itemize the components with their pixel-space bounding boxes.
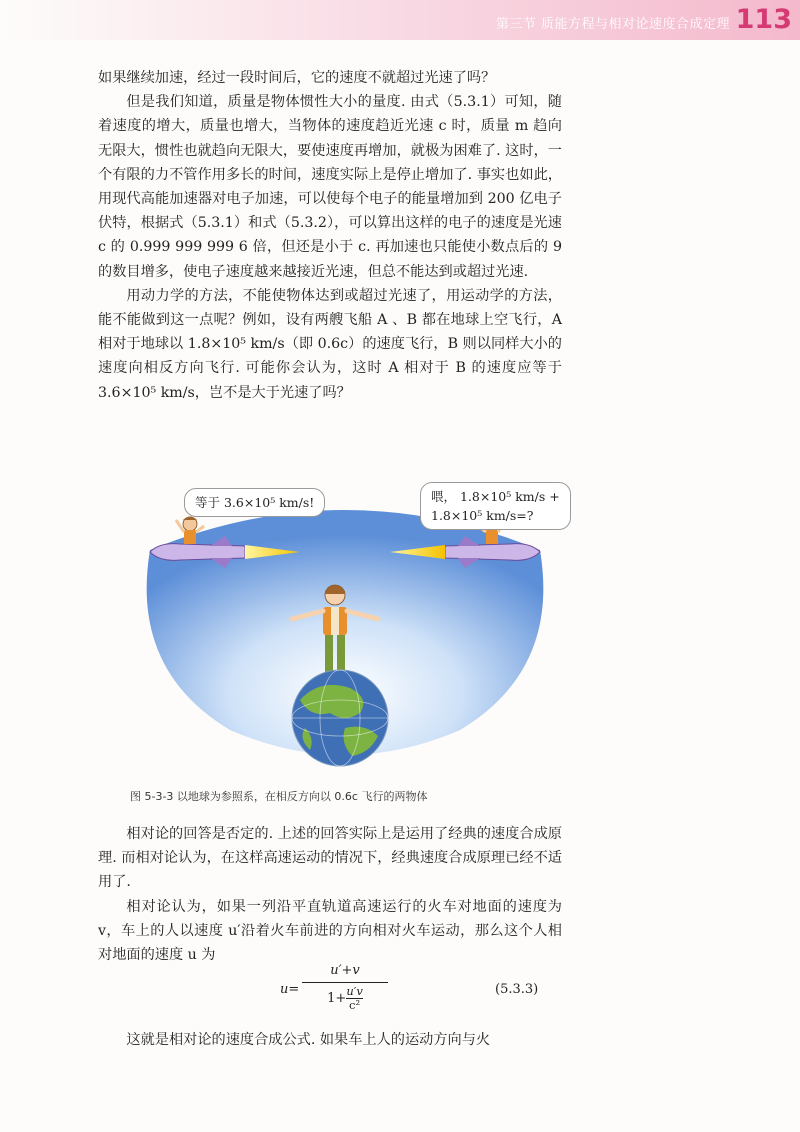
denominator-prefix: 1+ bbox=[327, 991, 347, 1006]
body-text-bottom bbox=[98, 822, 562, 967]
bubble-right-line1: 喂， 1.8×10⁵ km/s + bbox=[431, 489, 560, 504]
section-title: 第三节 质能方程与相对论速度合成定理 bbox=[495, 17, 730, 32]
bubble-right-line2: 1.8×10⁵ km/s=? bbox=[431, 508, 534, 523]
formula-denominator bbox=[302, 985, 388, 1012]
formula-numerator: u′+v bbox=[330, 963, 360, 978]
figure-illustration bbox=[130, 480, 560, 780]
paragraph: 如果继续加速，经过一段时间后，它的速度不就超过光速了吗？ bbox=[98, 70, 496, 86]
figure-caption: 图 5-3-3 以地球为参照系，在相反方向以 0.6c 飞行的两物体 bbox=[130, 790, 428, 803]
formula-lhs: u= bbox=[280, 982, 300, 997]
inner-fraction bbox=[346, 985, 363, 1012]
fraction-bar bbox=[302, 982, 388, 983]
inner-denominator: c² bbox=[349, 998, 361, 1012]
earth-globe bbox=[292, 670, 388, 766]
paragraph: 用动力学的方法，不能使物体达到或超过光速了，用运动学的方法，能不能做到这一点呢？例如，设有两艘飞船 A 、B 都在地球上空飞行，A 相对于地球以 1.8×10⁵ km/s（即 0.6c）的速度飞行，B 则以同样大小的速度向相反方向飞行. 可能你会认为，这时 A 相对于 B 的速度应等于 3.6×10⁵ km/s，岂不是大于光速了吗？ bbox=[98, 287, 562, 401]
body-text-top bbox=[98, 66, 562, 405]
speech-bubble-right bbox=[420, 482, 571, 530]
inner-numerator: u′v bbox=[346, 984, 363, 998]
page-number: 113 bbox=[735, 4, 792, 35]
paragraph: 相对论的回答是否定的. 上述的回答实际上是运用了经典的速度合成原理. 而相对论认为，在这样高速运动的情况下，经典速度合成原理已经不适用了. bbox=[98, 826, 562, 891]
equation-number: (5.3.3) bbox=[495, 982, 539, 997]
paragraph: 这就是相对论的速度合成公式. 如果车上人的运动方向与火 bbox=[126, 1032, 491, 1048]
body-text-last bbox=[98, 1028, 562, 1052]
paragraph: 但是我们知道，质量是物体惯性大小的量度. 由式（5.3.1）可知，随着速度的增大，质量也增大，当物体的速度趋近光速 c 时，质量 m 趋向无限大，惯性也就趋向无限大，要使速度再增加，就极为困难了. 这时，一个有限的力不管作用多长的时间，速度实际上是停止增加了. 事实也如此，用现代高能加速器对电子加速，可以使每个电子的能量增加到 200 亿电子伏特，根据式（5.3.1）和式（5.3.2），可以算出这样的电子的速度是光速 c 的 0.999 999 999 6 倍，但还是小于 c. 再加速也只能使小数点后的 9 的数目增多，使电子速度越来越接近光速，但总不能达到或超过光速. bbox=[98, 94, 562, 280]
speech-bubble-left: 等于 3.6×10⁵ km/s! bbox=[184, 488, 325, 517]
formula-fraction bbox=[302, 962, 388, 1012]
paragraph: 相对论认为，如果一列沿平直轨道高速运行的火车对地面的速度为 v，车上的人以速度 u′沿着火车前进的方向相对火车运动，那么这个人相对地面的速度 u 为 bbox=[98, 898, 562, 964]
velocity-addition-formula bbox=[280, 962, 580, 1020]
